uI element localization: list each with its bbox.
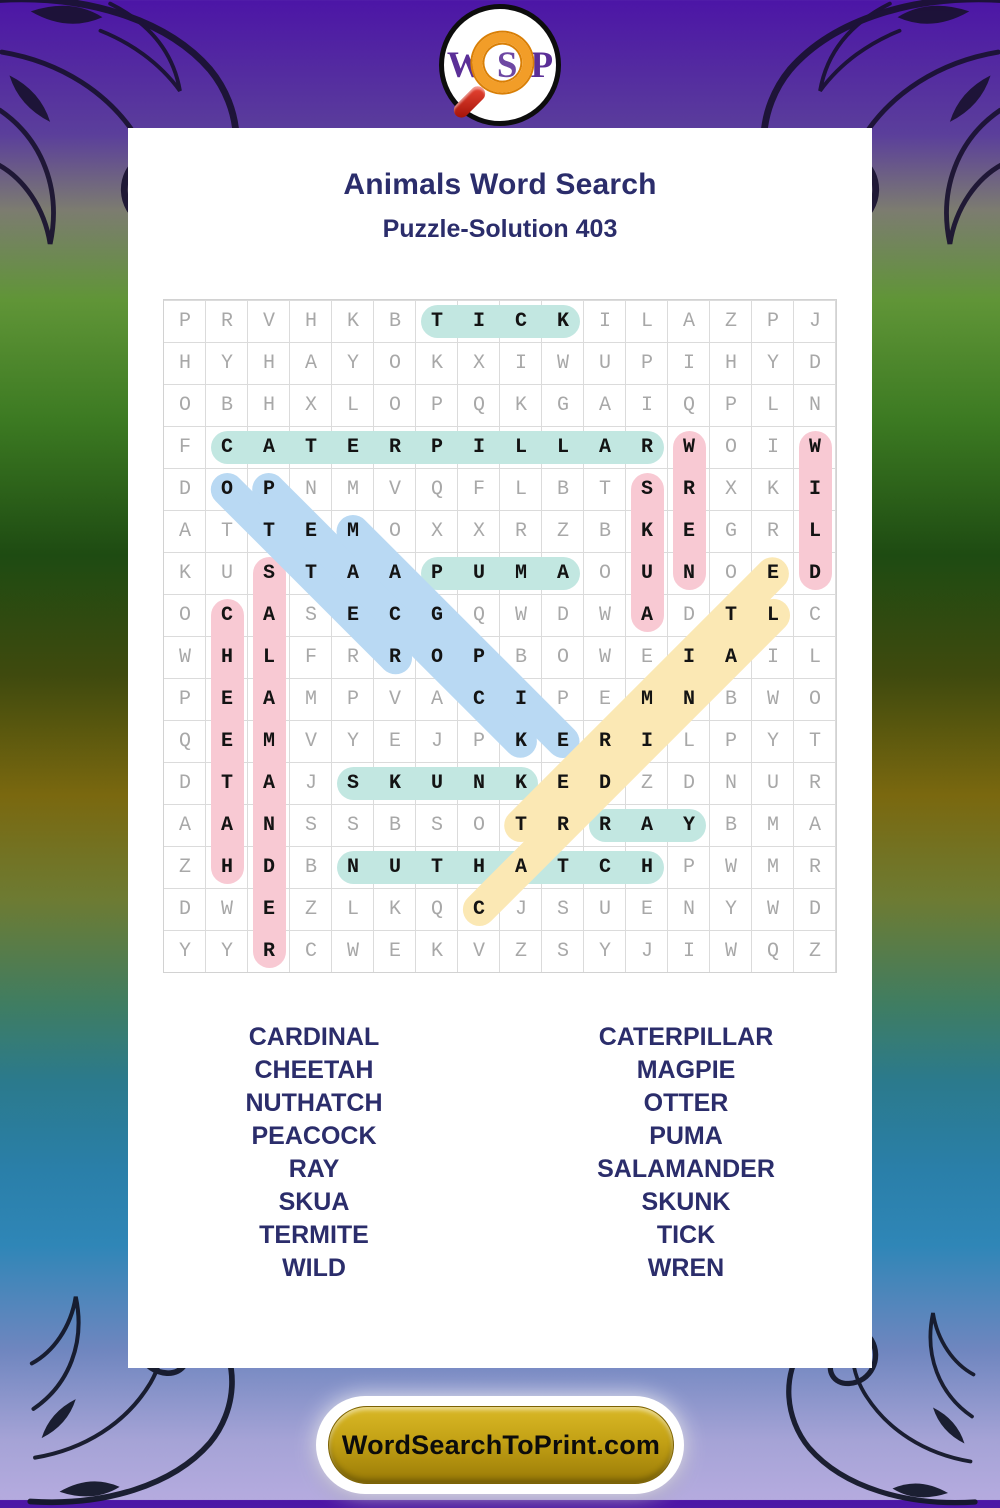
grid-cell: L: [766, 603, 779, 627]
grid-cell: L: [556, 435, 569, 459]
grid-cell: H: [262, 351, 275, 375]
grid-cell: T: [304, 435, 317, 459]
grid-cell: T: [430, 309, 443, 333]
grid-cell: A: [262, 687, 275, 711]
grid-cell: S: [640, 477, 653, 501]
grid-cell: A: [388, 561, 401, 585]
word-list-item: CARDINAL: [248, 1023, 380, 1051]
grid-cell: T: [262, 519, 275, 543]
grid-cell: N: [682, 897, 695, 921]
grid-cell: K: [514, 393, 527, 417]
grid-cell: C: [220, 603, 233, 627]
grid-cell: P: [472, 729, 485, 753]
grid-cell: S: [556, 897, 569, 921]
grid-cell: N: [808, 393, 821, 417]
grid-cell: D: [682, 771, 695, 795]
grid-cell: W: [514, 603, 527, 627]
grid-cell: U: [472, 561, 485, 585]
grid-cell: G: [724, 519, 737, 543]
grid-cell: K: [430, 351, 443, 375]
grid-cell: W: [598, 645, 611, 669]
puzzle-card: [128, 128, 872, 1368]
logo-letter-s: S: [496, 44, 518, 86]
grid-cell: T: [598, 477, 611, 501]
grid-cell: T: [220, 771, 233, 795]
grid-cell: K: [388, 771, 401, 795]
grid-cell: P: [682, 855, 695, 879]
grid-cell: R: [598, 813, 611, 837]
grid-cell: U: [640, 561, 653, 585]
grid-cell: W: [220, 897, 233, 921]
grid-cell: A: [640, 813, 653, 837]
grid-cell: D: [808, 897, 821, 921]
word-list-item: PEACOCK: [251, 1122, 377, 1150]
grid-cell: N: [472, 771, 485, 795]
grid-cell: U: [388, 855, 401, 879]
grid-cell: C: [220, 435, 233, 459]
grid-cell: P: [430, 393, 443, 417]
grid-cell: O: [556, 645, 569, 669]
grid-cell: E: [556, 771, 569, 795]
grid-cell: J: [430, 729, 443, 753]
grid-cell: K: [514, 729, 527, 753]
grid-cell: E: [346, 435, 359, 459]
grid-cell: Q: [472, 393, 485, 417]
grid-cell: P: [430, 561, 443, 585]
grid-cell: S: [556, 939, 569, 963]
grid-cell: H: [304, 309, 317, 333]
word-list-item: CHEETAH: [254, 1056, 374, 1084]
grid-cell: O: [808, 687, 821, 711]
grid-cell: D: [682, 603, 695, 627]
grid-cell: A: [178, 519, 191, 543]
grid-cell: L: [808, 519, 821, 543]
grid-cell: M: [766, 813, 779, 837]
grid-cell: D: [178, 477, 191, 501]
grid-cell: I: [472, 309, 485, 333]
grid-cell: A: [724, 645, 737, 669]
grid-cell: M: [304, 687, 317, 711]
grid-cell: W: [808, 435, 821, 459]
grid-cell: L: [346, 897, 359, 921]
grid-cell: L: [262, 645, 275, 669]
grid-cell: O: [724, 561, 737, 585]
grid-cell: C: [598, 855, 611, 879]
grid-cell: P: [766, 309, 779, 333]
grid-cell: A: [262, 603, 275, 627]
grid-cell: I: [472, 435, 485, 459]
word-list-item: PUMA: [649, 1122, 723, 1150]
grid-cell: A: [514, 855, 527, 879]
grid-cell: P: [346, 687, 359, 711]
grid-cell: R: [262, 939, 275, 963]
site-link-button[interactable]: [328, 1406, 674, 1484]
grid-cell: M: [346, 477, 359, 501]
word-list-item: WILD: [282, 1254, 346, 1282]
grid-cell: E: [682, 519, 695, 543]
grid-cell: T: [304, 561, 317, 585]
grid-cell: I: [640, 729, 653, 753]
grid-cell: B: [388, 813, 401, 837]
grid-cell: H: [472, 855, 485, 879]
word-list-item: SALAMANDER: [597, 1155, 775, 1183]
grid-cell: O: [598, 561, 611, 585]
grid-cell: D: [178, 897, 191, 921]
grid-cell: A: [598, 393, 611, 417]
grid-cell: K: [430, 939, 443, 963]
grid-cell: B: [598, 519, 611, 543]
grid-cell: Y: [724, 897, 737, 921]
grid-cell: T: [808, 729, 821, 753]
grid-cell: N: [304, 477, 317, 501]
grid-cell: J: [808, 309, 821, 333]
logo-letter-p: P: [530, 44, 554, 86]
grid-cell: A: [346, 561, 359, 585]
grid-cell: H: [262, 393, 275, 417]
grid-cell: X: [430, 519, 443, 543]
grid-cell: O: [178, 393, 191, 417]
grid-cell: A: [178, 813, 191, 837]
grid-cell: Y: [766, 351, 779, 375]
logo-letter-w: W: [446, 44, 484, 86]
grid-cell: L: [514, 477, 527, 501]
word-list-item: CATERPILLAR: [598, 1023, 774, 1051]
grid-cell: R: [514, 519, 527, 543]
grid-cell: S: [346, 771, 359, 795]
grid-cell: O: [472, 813, 485, 837]
grid-cell: X: [472, 519, 485, 543]
grid-cell: W: [724, 855, 737, 879]
grid-cell: M: [640, 687, 653, 711]
grid-cell: U: [430, 771, 443, 795]
grid-cell: W: [178, 645, 191, 669]
grid-cell: I: [682, 351, 695, 375]
grid-cell: Q: [178, 729, 191, 753]
grid-cell: U: [766, 771, 779, 795]
grid-cell: Y: [346, 351, 359, 375]
word-list-item: NUTHATCH: [245, 1089, 383, 1117]
grid-cell: D: [262, 855, 275, 879]
grid-cell: Y: [346, 729, 359, 753]
grid-cell: P: [178, 309, 191, 333]
grid-cell: L: [346, 393, 359, 417]
grid-cell: N: [682, 561, 695, 585]
grid-cell: M: [514, 561, 527, 585]
grid-cell: H: [220, 855, 233, 879]
grid-cell: A: [640, 603, 653, 627]
grid-cell: A: [682, 309, 695, 333]
puzzle-grid: [163, 299, 837, 973]
grid-cell: P: [262, 477, 275, 501]
grid-cell: B: [220, 393, 233, 417]
grid-cell: E: [220, 687, 233, 711]
word-list-item: SKUNK: [641, 1188, 731, 1216]
grid-cell: A: [304, 351, 317, 375]
grid-cell: B: [388, 309, 401, 333]
grid-cell: Q: [430, 897, 443, 921]
grid-cell: C: [304, 939, 317, 963]
magnifier-icon: [472, 33, 532, 93]
grid-cell: X: [724, 477, 737, 501]
grid-cell: Q: [430, 477, 443, 501]
grid-cell: Y: [766, 729, 779, 753]
site-link-label: WordSearchToPrint.com: [341, 1429, 661, 1460]
grid-cell: A: [556, 561, 569, 585]
grid-cell: H: [220, 645, 233, 669]
grid-cell: M: [262, 729, 275, 753]
grid-cell: W: [346, 939, 359, 963]
grid-cell: C: [808, 603, 821, 627]
grid-cell: F: [304, 645, 317, 669]
grid-cell: A: [430, 687, 443, 711]
grid-cell: I: [514, 687, 527, 711]
grid-cell: W: [766, 897, 779, 921]
grid-cell: E: [640, 897, 653, 921]
page-subtitle: Puzzle-Solution 403: [382, 215, 618, 243]
word-list-item: TICK: [656, 1221, 716, 1249]
grid-cell: P: [640, 351, 653, 375]
grid-cell: R: [682, 477, 695, 501]
grid-cell: W: [724, 939, 737, 963]
grid-cell: P: [556, 687, 569, 711]
word-list-column1: [128, 1021, 500, 1285]
grid-cell: P: [178, 687, 191, 711]
grid-cell: V: [262, 309, 275, 333]
grid-cell: E: [640, 645, 653, 669]
grid-cell: Y: [598, 939, 611, 963]
word-list-item: SKUA: [278, 1188, 350, 1216]
grid-cell: Z: [178, 855, 191, 879]
grid-cell: Z: [724, 309, 737, 333]
grid-cell: O: [388, 351, 401, 375]
grid-cell: Y: [220, 351, 233, 375]
grid-cell: B: [556, 477, 569, 501]
grid-cell: R: [808, 855, 821, 879]
grid-cell: E: [220, 729, 233, 753]
grid-cell: J: [514, 897, 527, 921]
grid-cell: A: [262, 435, 275, 459]
grid-cell: F: [472, 477, 485, 501]
grid-cell: A: [808, 813, 821, 837]
grid-cell: Z: [304, 897, 317, 921]
grid-cell: L: [808, 645, 821, 669]
word-list: [128, 1021, 872, 1285]
grid-cell: X: [472, 351, 485, 375]
grid-cell: U: [598, 897, 611, 921]
grid-cell: M: [346, 519, 359, 543]
grid-cell: S: [346, 813, 359, 837]
grid-cell: R: [388, 645, 401, 669]
grid-cell: K: [556, 309, 569, 333]
grid-cell: O: [430, 645, 443, 669]
grid-cell: N: [346, 855, 359, 879]
grid-cell: A: [262, 771, 275, 795]
grid-cell: Y: [682, 813, 695, 837]
grid-cell: G: [556, 393, 569, 417]
grid-cell: I: [808, 477, 821, 501]
page-title: Animals Word Search: [343, 168, 657, 201]
grid-cell: I: [766, 435, 779, 459]
grid-cell: I: [640, 393, 653, 417]
grid-cell: Q: [766, 939, 779, 963]
grid-cell: T: [514, 813, 527, 837]
grid-cell: F: [178, 435, 191, 459]
grid-cell: E: [304, 519, 317, 543]
grid-cell: C: [388, 603, 401, 627]
grid-cell: E: [262, 897, 275, 921]
grid-cell: I: [682, 939, 695, 963]
grid-cell: I: [682, 645, 695, 669]
grid-cell: P: [430, 435, 443, 459]
grid-cell: E: [766, 561, 779, 585]
grid-cell: B: [724, 813, 737, 837]
grid-cell: R: [598, 729, 611, 753]
grid-cell: V: [388, 687, 401, 711]
grid-cell: N: [682, 687, 695, 711]
grid-cell: V: [304, 729, 317, 753]
grid-cell: I: [766, 645, 779, 669]
footer-banner: [316, 1396, 684, 1494]
grid-cell: M: [766, 855, 779, 879]
grid-cell: H: [178, 351, 191, 375]
word-list-item: WREN: [647, 1254, 725, 1282]
grid-cell: E: [346, 603, 359, 627]
grid-cell: Q: [472, 603, 485, 627]
grid-cell: R: [556, 813, 569, 837]
grid-cell: W: [598, 603, 611, 627]
grid-cell: Y: [220, 939, 233, 963]
grid-cell: D: [598, 771, 611, 795]
grid-cell: K: [178, 561, 191, 585]
grid-cell: E: [388, 729, 401, 753]
grid-cell: E: [598, 687, 611, 711]
grid-cell: O: [178, 603, 191, 627]
grid-cell: D: [808, 351, 821, 375]
grid-cell: R: [346, 645, 359, 669]
grid-cell: V: [388, 477, 401, 501]
grid-cell: W: [682, 435, 695, 459]
grid-cell: G: [430, 603, 443, 627]
grid-cell: H: [640, 855, 653, 879]
grid-cell: D: [178, 771, 191, 795]
grid-cell: K: [640, 519, 653, 543]
grid-cell: X: [304, 393, 317, 417]
grid-cell: K: [388, 897, 401, 921]
grid-cell: N: [724, 771, 737, 795]
grid-cell: S: [304, 813, 317, 837]
grid-cell: D: [556, 603, 569, 627]
site-logo: [439, 4, 561, 126]
grid-cell: K: [766, 477, 779, 501]
grid-cell: E: [388, 939, 401, 963]
word-list-item: TERMITE: [259, 1221, 369, 1249]
grid-cell: C: [472, 897, 485, 921]
grid-cell: A: [220, 813, 233, 837]
grid-cell: T: [724, 603, 737, 627]
grid-cell: T: [556, 855, 569, 879]
grid-cell: Y: [178, 939, 191, 963]
grid-cell: R: [220, 309, 233, 333]
grid-cell: S: [304, 603, 317, 627]
grid-cell: Z: [640, 771, 653, 795]
grid-cell: C: [472, 687, 485, 711]
grid-cell: K: [514, 771, 527, 795]
word-list-column2: [500, 1021, 872, 1285]
grid-cell: R: [640, 435, 653, 459]
grid-cell: U: [220, 561, 233, 585]
grid-cell: Z: [556, 519, 569, 543]
word-list-item: OTTER: [643, 1089, 729, 1117]
word-list-item: MAGPIE: [636, 1056, 736, 1084]
grid-cell: B: [304, 855, 317, 879]
grid-cell: V: [472, 939, 485, 963]
grid-cell: I: [598, 309, 611, 333]
grid-cell: T: [430, 855, 443, 879]
grid-cell: K: [346, 309, 359, 333]
grid-cell: B: [724, 687, 737, 711]
grid-cell: A: [598, 435, 611, 459]
grid-cell: P: [724, 729, 737, 753]
grid-cell: U: [598, 351, 611, 375]
grid-cell: O: [388, 393, 401, 417]
grid-cell: H: [724, 351, 737, 375]
grid-cell: Z: [808, 939, 821, 963]
grid-cell: S: [430, 813, 443, 837]
grid-cell: C: [514, 309, 527, 333]
grid-cell: Z: [514, 939, 527, 963]
grid-cell: J: [304, 771, 317, 795]
grid-cell: W: [766, 687, 779, 711]
grid-cell: R: [808, 771, 821, 795]
grid-cell: L: [640, 309, 653, 333]
grid-cell: D: [808, 561, 821, 585]
grid-cell: S: [262, 561, 275, 585]
grid-cell: Q: [682, 393, 695, 417]
grid-cell: N: [262, 813, 275, 837]
grid-cell: R: [766, 519, 779, 543]
grid-cell: L: [514, 435, 527, 459]
grid-cell: T: [220, 519, 233, 543]
grid-cell: L: [682, 729, 695, 753]
grid-cell: P: [724, 393, 737, 417]
grid-cell: B: [514, 645, 527, 669]
grid-cell: O: [724, 435, 737, 459]
grid-cell: O: [388, 519, 401, 543]
grid-cell: W: [556, 351, 569, 375]
grid-cell: J: [640, 939, 653, 963]
grid-cell: P: [472, 645, 485, 669]
grid-cell: O: [220, 477, 233, 501]
word-list-item: RAY: [288, 1155, 340, 1183]
grid-cell: E: [556, 729, 569, 753]
grid-cell: I: [514, 351, 527, 375]
grid-cell: L: [766, 393, 779, 417]
grid-cell: R: [388, 435, 401, 459]
